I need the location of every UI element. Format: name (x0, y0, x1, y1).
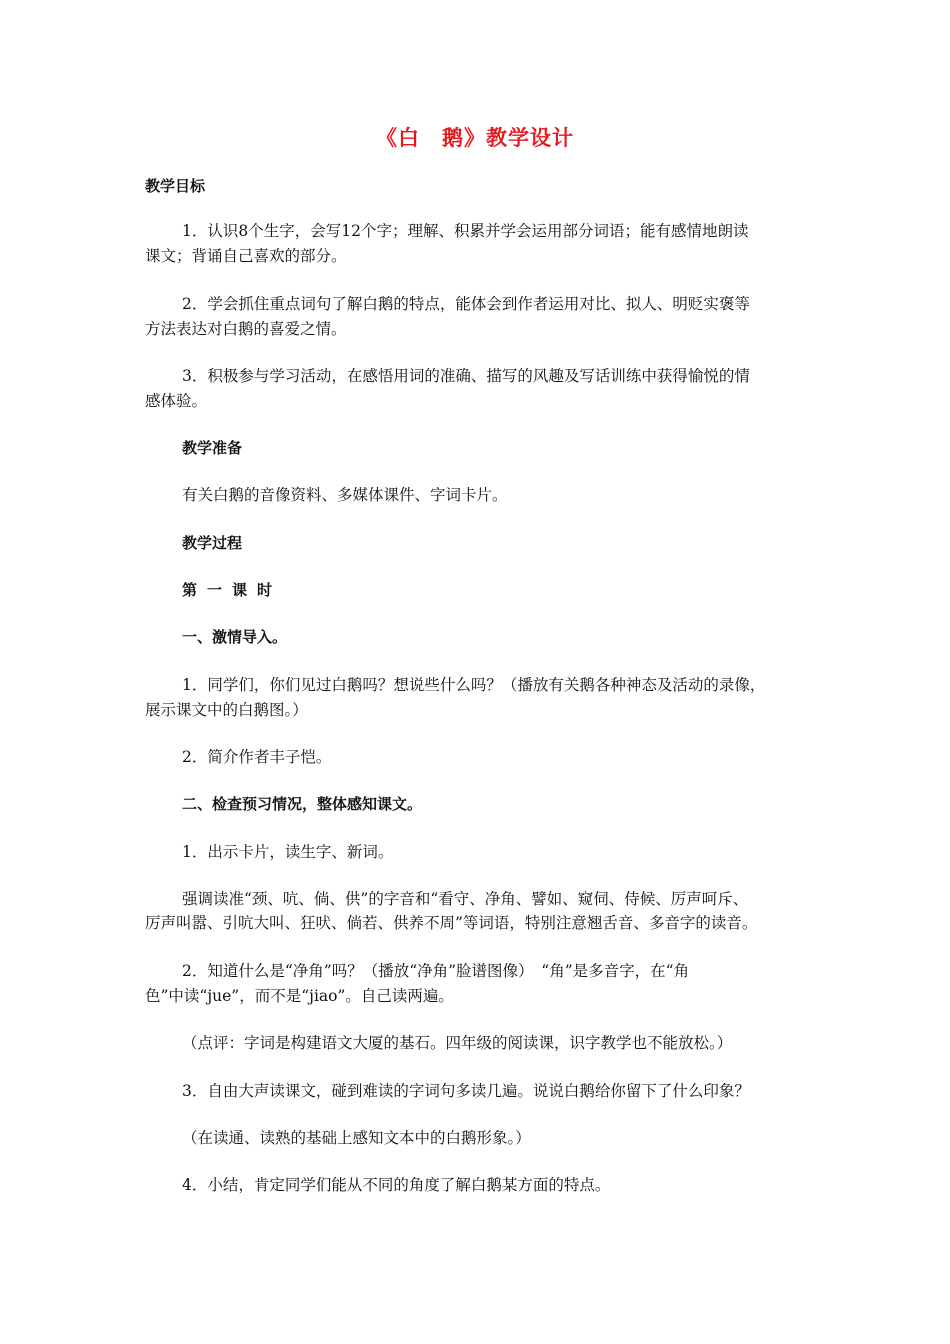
document-title: 《白 鹅》教学设计 (376, 126, 574, 150)
goal-3-line-2: 感体验。 (145, 392, 208, 410)
part-2-note: （在读通、读熟的基础上感知文本中的白鹅形象。） (182, 1129, 531, 1147)
part-2-emphasis-line-1: 强调读准“颈、吭、倘、供”的字音和“看守、净角、譬如、窥伺、侍候、厉声呵斥、 (182, 890, 749, 908)
goal-2-line-1: 2．学会抓住重点词句了解白鹅的特点，能体会到作者运用对比、拟人、明贬实褒等 (182, 295, 750, 313)
part-1-item-1-line-2: 展示课文中的白鹅图。） (145, 701, 308, 719)
prep-heading: 教学准备 (182, 439, 243, 457)
part-1-item-1-line-1: 1．同学们，你们见过白鹅吗？想说些什么吗？（播放有关鹅各种神态及活动的录像， (182, 676, 766, 694)
goal-3-line-1: 3．积极参与学习活动，在感悟用词的准确、描写的风趣及写话训练中获得愉悦的情 (182, 367, 750, 385)
goal-1-line-1: 1．认识8个生字，会写12个字；理解、积累并学会运用部分词语；能有感情地朗读 (182, 222, 749, 240)
part-2-item-2-line-1: 2．知道什么是“净角”吗？（播放“净角”脸谱图像） “角”是多音字，在“角 (182, 962, 690, 980)
process-heading: 教学过程 (182, 534, 243, 552)
lesson-heading: 第一课时 (182, 581, 283, 599)
comment-note: （点评：字词是构建语文大厦的基石。四年级的阅读课，识字教学也不能放松。） (182, 1034, 733, 1052)
prep-text: 有关白鹅的音像资料、多媒体课件、字词卡片。 (182, 486, 508, 504)
part-1-heading: 一、激情导入。 (182, 628, 288, 646)
part-2-item-3: 3．自由大声读课文，碰到难读的字词句多读几遍。说说白鹅给你留下了什么印象？ (182, 1082, 750, 1100)
part-2-item-4: 4．小结，肯定同学们能从不同的角度了解白鹅某方面的特点。 (182, 1176, 611, 1194)
part-2-emphasis-line-2: 厉声叫嚣、引吭大叫、狂吠、倘若、供养不周”等词语，特别注意翘舌音、多音字的读音。 (145, 914, 758, 932)
goals-heading: 教学目标 (145, 177, 206, 195)
part-2-heading: 二、检查预习情况，整体感知课文。 (182, 795, 423, 813)
goal-2-line-2: 方法表达对白鹅的喜爱之情。 (145, 320, 347, 338)
part-2-item-1: 1．出示卡片，读生字、新词。 (182, 843, 394, 861)
part-2-item-2-line-2: 色”中读“jue”，而不是“jiao”。自己读两遍。 (145, 987, 454, 1005)
part-1-item-2: 2．简介作者丰子恺。 (182, 748, 332, 766)
goal-1-line-2: 课文；背诵自己喜欢的部分。 (145, 247, 347, 265)
